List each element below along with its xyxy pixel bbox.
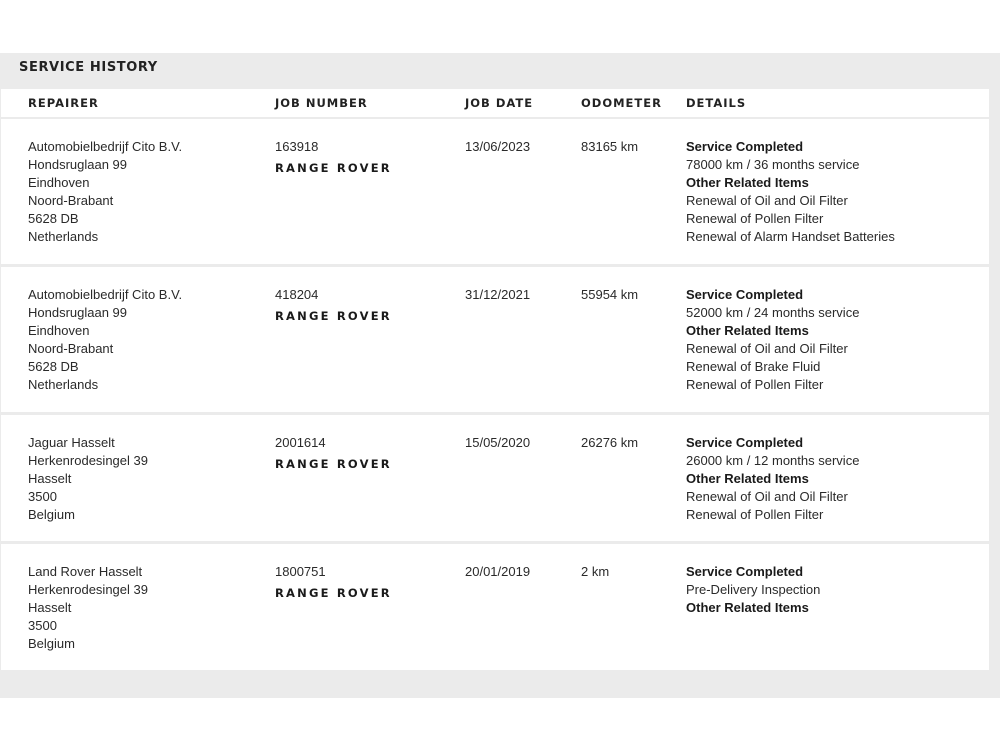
other-items-heading: Other Related Items <box>686 600 809 616</box>
table-row <box>1 415 989 541</box>
repairer-city: Eindhoven <box>28 175 90 191</box>
repairer-street: Hondsruglaan 99 <box>28 157 128 173</box>
details-cell <box>686 563 976 617</box>
odometer: 2 km <box>581 564 610 579</box>
brand-logo: RANGE ROVER <box>275 309 392 324</box>
job-date: 13/06/2023 <box>465 139 531 154</box>
service-completed-heading: Service Completed <box>686 435 804 450</box>
column-header-odometer: ODOMETER <box>581 96 662 110</box>
repairer-city: Hasselt <box>28 600 72 616</box>
repairer-street: Herkenrodesingel 39 <box>28 582 148 598</box>
repairer-cell <box>28 434 258 524</box>
brand-logo: RANGE ROVER <box>275 457 392 472</box>
service-completed-heading: Service Completed <box>686 287 804 302</box>
details-cell <box>686 434 976 524</box>
service-completed-heading: Service Completed <box>686 139 804 154</box>
related-item: Renewal of Alarm Handset Batteries <box>686 229 895 245</box>
repairer-country: Netherlands <box>28 229 99 245</box>
section-title: SERVICE HISTORY <box>19 60 158 75</box>
job-number: 418204 <box>275 287 319 302</box>
table-row <box>1 119 989 264</box>
repairer-name: Automobielbedrijf Cito B.V. <box>28 287 183 302</box>
repairer-street: Hondsruglaan 99 <box>28 305 128 321</box>
repairer-country: Belgium <box>28 636 75 652</box>
column-header-job-date: JOB DATE <box>465 96 534 110</box>
column-header-repairer: REPAIRER <box>28 96 99 110</box>
related-item: Renewal of Pollen Filter <box>686 211 824 227</box>
repairer-cell <box>28 138 258 247</box>
other-items-heading: Other Related Items <box>686 471 809 487</box>
job-date: 31/12/2021 <box>465 287 531 302</box>
odometer: 83165 km <box>581 139 639 154</box>
job-number-cell <box>275 138 455 177</box>
details-cell <box>686 138 976 247</box>
job-date: 15/05/2020 <box>465 435 531 450</box>
brand-logo: RANGE ROVER <box>275 161 392 176</box>
repairer-postcode: 3500 <box>28 489 57 505</box>
column-header-job-number: JOB NUMBER <box>275 96 368 110</box>
odometer: 26276 km <box>581 435 639 450</box>
job-number-cell <box>275 434 455 473</box>
related-item: Renewal of Pollen Filter <box>686 377 824 393</box>
service-description: 26000 km / 12 months service <box>686 453 860 469</box>
service-history-panel <box>0 53 1000 698</box>
repairer-name: Jaguar Hasselt <box>28 435 115 450</box>
brand-logo: RANGE ROVER <box>275 586 392 601</box>
service-completed-heading: Service Completed <box>686 564 804 579</box>
column-header-details: DETAILS <box>686 96 747 110</box>
job-number-cell <box>275 286 455 325</box>
job-number: 1800751 <box>275 564 326 579</box>
repairer-region: Noord-Brabant <box>28 193 114 209</box>
repairer-region: Noord-Brabant <box>28 341 114 357</box>
other-items-heading: Other Related Items <box>686 323 809 339</box>
related-item: Renewal of Oil and Oil Filter <box>686 193 848 209</box>
repairer-city: Eindhoven <box>28 323 90 339</box>
repairer-country: Netherlands <box>28 377 99 393</box>
details-cell <box>686 286 976 395</box>
job-number-cell <box>275 563 455 602</box>
job-number: 2001614 <box>275 435 326 450</box>
service-description: 78000 km / 36 months service <box>686 157 860 173</box>
repairer-street: Herkenrodesingel 39 <box>28 453 148 469</box>
job-number: 163918 <box>275 139 319 154</box>
service-description: Pre-Delivery Inspection <box>686 582 821 598</box>
repairer-postcode: 5628 DB <box>28 211 79 227</box>
related-item: Renewal of Oil and Oil Filter <box>686 489 848 505</box>
repairer-name: Automobielbedrijf Cito B.V. <box>28 139 183 154</box>
repairer-cell <box>28 286 258 395</box>
repairer-name: Land Rover Hasselt <box>28 564 143 579</box>
related-item: Renewal of Pollen Filter <box>686 507 824 523</box>
table-header <box>1 89 989 117</box>
repairer-postcode: 3500 <box>28 618 57 634</box>
repairer-postcode: 5628 DB <box>28 359 79 375</box>
other-items-heading: Other Related Items <box>686 175 809 191</box>
service-description: 52000 km / 24 months service <box>686 305 860 321</box>
job-date: 20/01/2019 <box>465 564 531 579</box>
table-row <box>1 544 989 670</box>
odometer: 55954 km <box>581 287 639 302</box>
related-item: Renewal of Brake Fluid <box>686 359 821 375</box>
table-row <box>1 267 989 412</box>
repairer-country: Belgium <box>28 507 75 523</box>
related-item: Renewal of Oil and Oil Filter <box>686 341 848 357</box>
repairer-city: Hasselt <box>28 471 72 487</box>
repairer-cell <box>28 563 258 653</box>
